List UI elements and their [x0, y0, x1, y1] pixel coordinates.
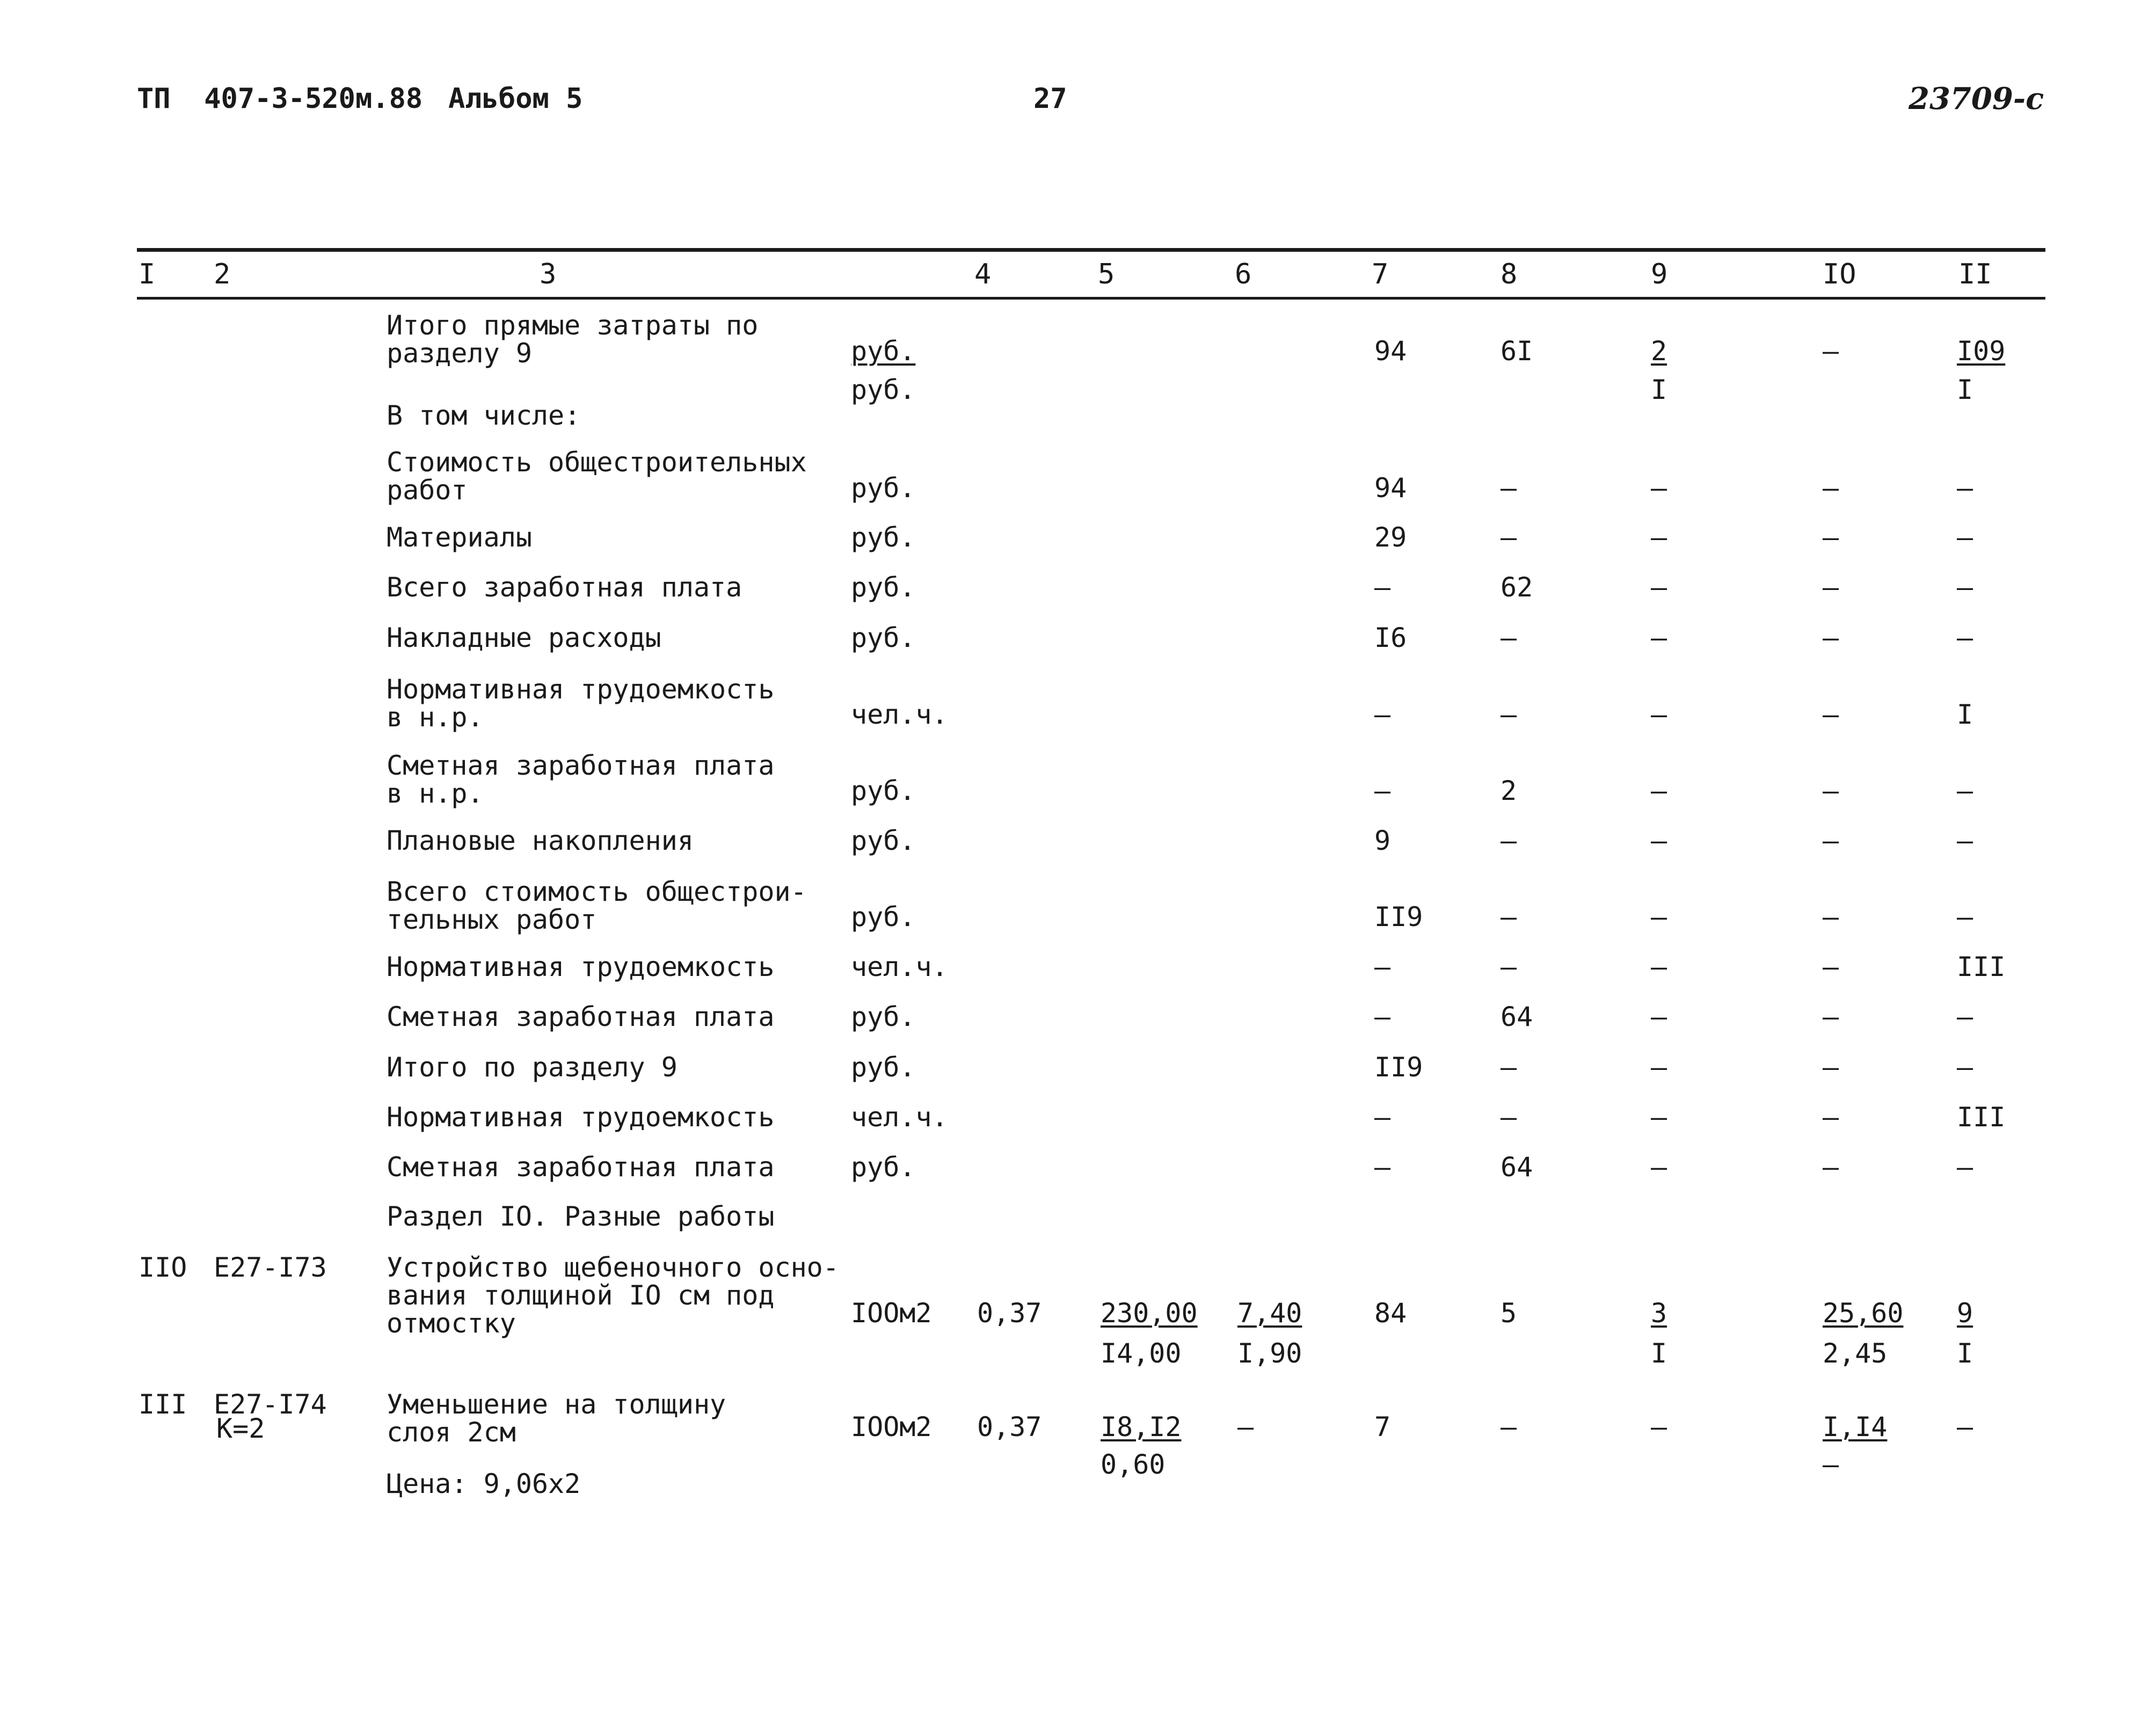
- row-col-8: –: [1501, 951, 1517, 982]
- row-col-9: –: [1651, 622, 1667, 653]
- item-col-10-bottom: –: [1823, 1449, 1839, 1480]
- album-label: Альбом 5: [448, 83, 583, 115]
- row-col-10: –: [1823, 1052, 1839, 1083]
- item-col-5-top: 230,00: [1101, 1298, 1198, 1329]
- page-number: 27: [1033, 83, 1067, 115]
- row-col-11: –: [1957, 825, 1973, 856]
- row-col-11: –: [1957, 522, 1973, 553]
- item-name: Устройство щебеночного осно- вания толщиной IO см под отмостку: [387, 1252, 839, 1339]
- row-name: Сметная заработная плата: [387, 1001, 775, 1032]
- item-unit: IOOм2: [851, 1411, 932, 1443]
- row-col-7: 29: [1374, 522, 1407, 553]
- item-col-5-top: I8,I2: [1101, 1411, 1182, 1443]
- row-col-10: –: [1823, 951, 1839, 982]
- row-col-7: –: [1374, 775, 1391, 806]
- row-name: Нормативная трудоемкость в н.р.: [387, 674, 775, 733]
- row-unit: руб.: [851, 1001, 916, 1032]
- row-col-8: –: [1501, 901, 1517, 933]
- row-col-11: III: [1957, 1102, 2006, 1133]
- row-col-9: –: [1651, 901, 1667, 933]
- item-col-11-top: –: [1957, 1411, 1973, 1443]
- row-col-11: –: [1957, 472, 1973, 504]
- item-col-9-top: –: [1651, 1411, 1667, 1443]
- row-unit: чел.ч.: [851, 1102, 948, 1133]
- column-header-6: 6: [1235, 258, 1252, 290]
- row-col-10: –: [1823, 572, 1839, 603]
- row-name: В том числе:: [387, 400, 581, 431]
- row-col-9: –: [1651, 1102, 1667, 1133]
- row-col-8: 62: [1501, 572, 1533, 603]
- row-col-7: 9: [1374, 825, 1391, 856]
- item-code-coefficient: К=2: [216, 1413, 265, 1444]
- row-name: Накладные расходы: [387, 622, 661, 653]
- row-col-9: 2: [1651, 336, 1667, 367]
- row-name: Сметная заработная плата в н.р.: [387, 750, 775, 809]
- item-col-11-bottom: I: [1957, 1338, 1973, 1369]
- row-col-11: –: [1957, 1001, 1973, 1032]
- row-unit: руб.: [851, 901, 916, 933]
- row-unit: руб.: [851, 472, 916, 504]
- item-col-6-top: –: [1237, 1411, 1254, 1443]
- row-col-9: –: [1651, 522, 1667, 553]
- item-price-note: Цена: 9,06х2: [387, 1468, 581, 1499]
- row-col-8: –: [1501, 699, 1517, 730]
- row-col-8: –: [1501, 1102, 1517, 1133]
- row-col-9: –: [1651, 1052, 1667, 1083]
- row-unit: руб.: [851, 336, 916, 367]
- row-col-7: 94: [1374, 472, 1407, 504]
- row-col-9: –: [1651, 775, 1667, 806]
- row-col-9: –: [1651, 825, 1667, 856]
- row-col-9: –: [1651, 1152, 1667, 1183]
- row-col-7: –: [1374, 951, 1391, 982]
- row-name: Всего стоимость общестрои- тельных работ: [387, 876, 807, 935]
- row-col-8: 2: [1501, 775, 1517, 806]
- item-col-8: –: [1501, 1411, 1517, 1443]
- row-col-7: I6: [1374, 622, 1407, 653]
- item-code: Е27-I73: [214, 1252, 327, 1283]
- row-name: Итого по разделу 9: [387, 1052, 678, 1083]
- table-header-rule: [137, 297, 2045, 300]
- row-col-10: –: [1823, 1152, 1839, 1183]
- column-header-9: 9: [1651, 258, 1668, 290]
- row-unit: руб.: [851, 522, 916, 553]
- row-col-7: –: [1374, 1102, 1391, 1133]
- column-header-3: 3: [540, 258, 557, 290]
- row-col-8: 6I: [1501, 336, 1533, 367]
- row-col-11: I: [1957, 374, 1973, 405]
- row-col-9: –: [1651, 572, 1667, 603]
- row-col-10: –: [1823, 699, 1839, 730]
- row-name: Стоимость общестроительных работ: [387, 447, 807, 506]
- row-col-10: –: [1823, 775, 1839, 806]
- column-header-10: IO: [1823, 258, 1856, 290]
- column-header-11: II: [1958, 258, 1992, 290]
- row-col-8: 64: [1501, 1152, 1533, 1183]
- row-unit: руб.: [851, 1052, 916, 1083]
- item-col-7: 84: [1374, 1298, 1407, 1329]
- row-col-7: –: [1374, 1001, 1391, 1032]
- item-col-9-top: 3: [1651, 1298, 1667, 1329]
- row-col-10: –: [1823, 522, 1839, 553]
- item-col-10-top: I,I4: [1823, 1411, 1888, 1443]
- item-quantity: 0,37: [977, 1298, 1042, 1329]
- item-code: Е27-I74: [214, 1389, 327, 1420]
- row-col-11: –: [1957, 901, 1973, 933]
- item-number: IIO: [139, 1252, 187, 1283]
- row-col-11: –: [1957, 775, 1973, 806]
- row-col-11: –: [1957, 622, 1973, 653]
- item-col-8: 5: [1501, 1298, 1517, 1329]
- row-name: Нормативная трудоемкость: [387, 1102, 775, 1133]
- row-unit: руб.: [851, 374, 916, 405]
- row-col-8: –: [1501, 472, 1517, 504]
- row-name: Материалы: [387, 522, 532, 553]
- row-unit: чел.ч.: [851, 951, 948, 982]
- table-top-rule: [137, 248, 2045, 252]
- column-header-8: 8: [1501, 258, 1518, 290]
- item-quantity: 0,37: [977, 1411, 1042, 1443]
- item-col-11-top: 9: [1957, 1298, 1973, 1329]
- row-col-7: –: [1374, 572, 1391, 603]
- item-col-5-bottom: 0,60: [1101, 1449, 1166, 1480]
- item-col-7: 7: [1374, 1411, 1391, 1443]
- row-col-10: –: [1823, 472, 1839, 504]
- item-unit: IOOм2: [851, 1298, 932, 1329]
- row-col-11: –: [1957, 1052, 1973, 1083]
- row-col-8: –: [1501, 622, 1517, 653]
- row-col-7: 94: [1374, 336, 1407, 367]
- row-unit: руб.: [851, 1152, 916, 1183]
- row-col-11: I09: [1957, 336, 2006, 367]
- item-col-10-top: 25,60: [1823, 1298, 1904, 1329]
- row-name: Плановые накопления: [387, 825, 694, 856]
- item-col-5-bottom: I4,00: [1101, 1338, 1182, 1369]
- section-title: Раздел IO. Разные работы: [387, 1201, 775, 1232]
- item-col-9-bottom: I: [1651, 1338, 1667, 1369]
- row-col-8: –: [1501, 522, 1517, 553]
- column-header-4: 4: [974, 258, 992, 290]
- row-col-9: –: [1651, 951, 1667, 982]
- row-col-10: –: [1823, 825, 1839, 856]
- item-number: III: [139, 1389, 187, 1420]
- row-name: Сметная заработная плата: [387, 1152, 775, 1183]
- row-unit: руб.: [851, 775, 916, 806]
- row-name: Всего заработная плата: [387, 572, 742, 603]
- column-header-2: 2: [214, 258, 231, 290]
- item-name: Уменьшение на толщину слоя 2см: [387, 1389, 726, 1448]
- row-col-7: –: [1374, 1152, 1391, 1183]
- row-col-10: –: [1823, 336, 1839, 367]
- row-col-10: –: [1823, 1102, 1839, 1133]
- row-col-10: –: [1823, 901, 1839, 933]
- row-col-11: –: [1957, 572, 1973, 603]
- row-col-10: –: [1823, 1001, 1839, 1032]
- row-col-9: –: [1651, 699, 1667, 730]
- row-unit: руб.: [851, 825, 916, 856]
- row-col-8: 64: [1501, 1001, 1533, 1032]
- row-col-8: –: [1501, 1052, 1517, 1083]
- row-col-8: –: [1501, 825, 1517, 856]
- row-unit: чел.ч.: [851, 699, 948, 730]
- item-col-6-bottom: I,90: [1237, 1338, 1302, 1369]
- column-header-7: 7: [1372, 258, 1389, 290]
- row-col-9: –: [1651, 472, 1667, 504]
- row-col-11: I: [1957, 699, 1973, 730]
- row-col-7: II9: [1374, 901, 1423, 933]
- row-col-9: I: [1651, 374, 1667, 405]
- row-col-11: III: [1957, 951, 2006, 982]
- document-code: ТП 407-3-520м.88: [137, 83, 423, 115]
- column-header-1: I: [139, 258, 156, 290]
- inventory-number: 23709-с: [1909, 81, 2044, 116]
- row-col-7: II9: [1374, 1052, 1423, 1083]
- row-unit: руб.: [851, 622, 916, 653]
- row-col-9: –: [1651, 1001, 1667, 1032]
- item-col-10-bottom: 2,45: [1823, 1338, 1888, 1369]
- row-col-7: –: [1374, 699, 1391, 730]
- row-col-10: –: [1823, 622, 1839, 653]
- item-col-6-top: 7,40: [1237, 1298, 1302, 1329]
- row-name: Нормативная трудоемкость: [387, 951, 775, 982]
- row-col-11: –: [1957, 1152, 1973, 1183]
- column-header-5: 5: [1098, 258, 1115, 290]
- row-name: Итого прямые затраты по разделу 9: [387, 310, 759, 369]
- row-unit: руб.: [851, 572, 916, 603]
